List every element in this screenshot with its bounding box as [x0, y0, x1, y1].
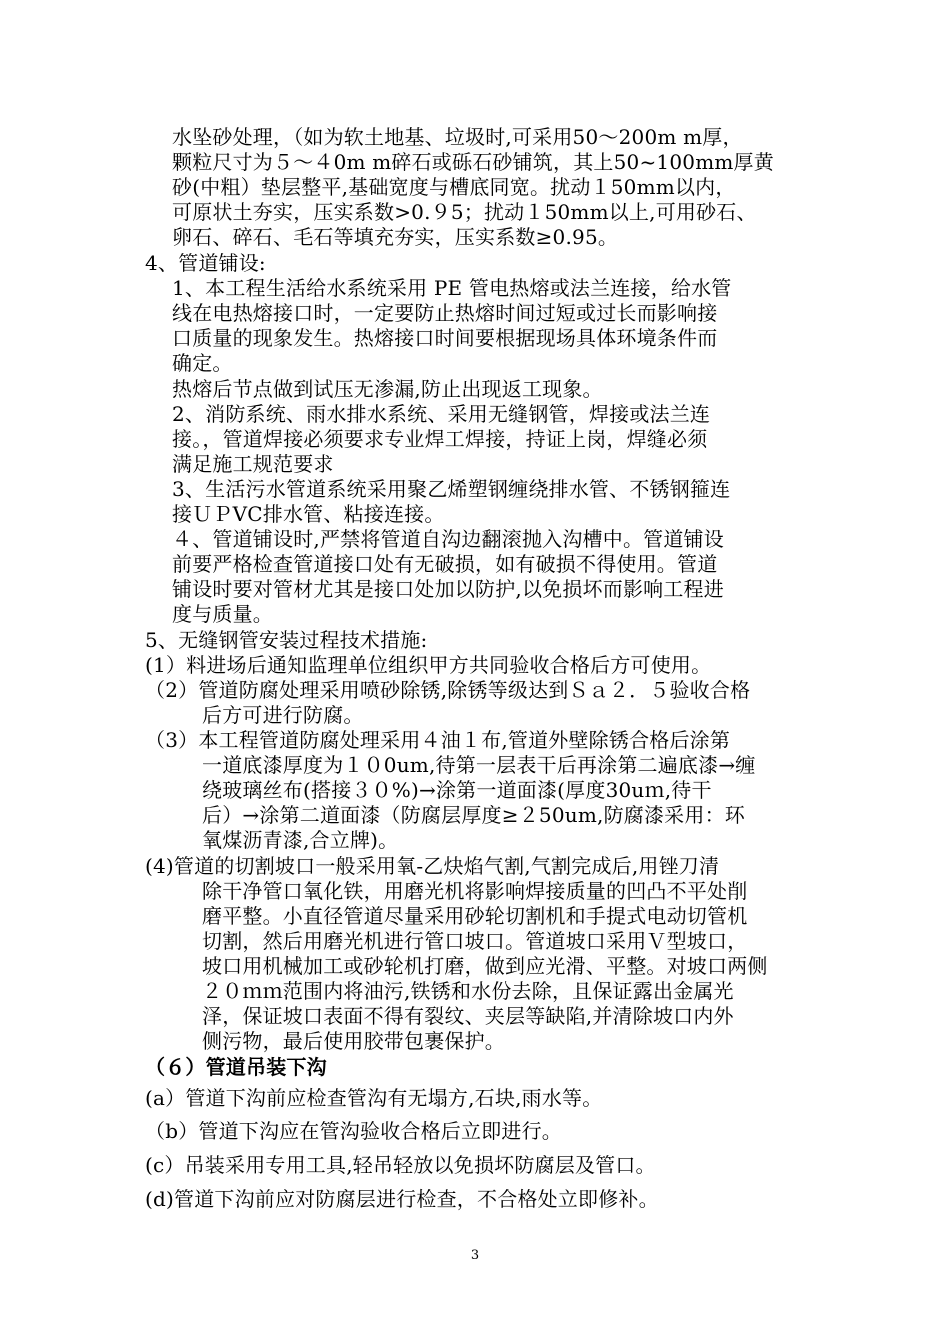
- text-line: 线在电热熔接口时，一定要防止热熔时间过短或过长而影响接: [172, 301, 718, 325]
- text-line: 坡口用机械加工或砂轮机打磨，做到应光滑、平整。对坡口两侧: [202, 954, 768, 978]
- text-line: 砂(中粗）垫层整平,基础宽度与槽底同宽。扰动１50mm以内，: [172, 175, 736, 199]
- text-line: (c）吊装采用专用工具,轻吊轻放以免损坏防腐层及管口。: [145, 1153, 656, 1177]
- text-line: ４、管道铺设时,严禁将管道自沟边翻滚抛入沟槽中。管道铺设: [172, 527, 724, 551]
- text-line: 侧污物，最后使用胶带包裹保护。: [202, 1029, 505, 1053]
- text-line: 铺设时要对管材尤其是接口处加以防护,以免损坏而影响工程进: [172, 577, 724, 601]
- text-line: 颗粒尺寸为５～４0m m碎石或砾石砂铺筑，其上50~100mm厚黄: [172, 150, 774, 174]
- text-line: 绕玻璃丝布(搭接３０%)→涂第一道面漆(厚度30uｍ,待干: [202, 778, 712, 802]
- text-line: 卵石、碎石、毛石等填充夯实，压实系数≥0.95。: [172, 225, 619, 249]
- text-line: ２０ｍｍ范围内将油污,铁锈和水份去除，且保证露出金属光: [202, 979, 734, 1003]
- text-line: (4)管道的切割坡口一般采用氧-乙炔焰气割,气割完成后,用锉刀清: [145, 854, 720, 878]
- text-line: 后）→涂第二道面漆（防腐层厚度≥２50um,防腐漆采用：环: [202, 803, 745, 827]
- text-line: 热熔后节点做到试压无渗漏,防止出现返工现象。: [172, 377, 603, 401]
- text-line: 接。，管道焊接必须要求专业焊工焊接，持证上岗，焊缝必须: [172, 427, 708, 451]
- text-line: （3）本工程管道防腐处理采用４油１布,管道外壁除锈合格后涂第: [145, 728, 731, 752]
- page-number: 3: [470, 1248, 480, 1263]
- section-heading: 4、管道铺设:: [145, 251, 266, 275]
- text-line: 3、生活污水管道系统采用聚乙烯塑钢缠绕排水管、不锈钢箍连: [172, 477, 731, 501]
- text-line: 1、本工程生活给水系统采用 PE 管电热熔或法兰连接，给水管: [172, 276, 732, 300]
- text-line: 2、消防系统、雨水排水系统、采用无缝钢管，焊接或法兰连: [172, 402, 711, 426]
- text-line: 确定。: [172, 351, 233, 375]
- subsection-heading: （６）管道吊装下沟: [145, 1055, 327, 1079]
- text-line: (1）料进场后通知监理单位组织甲方共同验收合格后方可使用。: [145, 653, 712, 677]
- text-line: 一道底漆厚度为１０0um,待第一层表干后再涂第二遍底漆→缠: [202, 753, 756, 777]
- text-line: 水坠砂处理，（如为软土地基、垃圾时,可采用50～200m m厚，: [172, 125, 743, 149]
- text-line: 满足施工规范要求: [172, 452, 334, 476]
- section-heading: 5、无缝钢管安装过程技术措施:: [145, 628, 428, 652]
- text-line: 除干净管口氧化铁，用磨光机将影响焊接质量的凹凸不平处削: [202, 879, 748, 903]
- text-line: 磨平整。小直径管道尽量采用砂轮切割机和手提式电动切管机: [202, 904, 748, 928]
- text-line: 可原状土夯实，压实系数>0.９5；扰动１50mm以上,可用砂石、: [172, 200, 757, 224]
- text-line: 泽，保证坡口表面不得有裂纹、夹层等缺陷,并清除坡口内外: [202, 1004, 734, 1028]
- text-line: （2）管道防腐处理采用喷砂除锈,除锈等级达到Ｓａ２．５验收合格: [145, 678, 751, 702]
- text-line: （b）管道下沟应在管沟验收合格后立即进行。: [145, 1119, 563, 1143]
- text-line: 度与质量。: [172, 602, 273, 626]
- text-line: 接ＵＰVC排水管、粘接连接。: [172, 502, 445, 526]
- text-line: 口质量的现象发生。热熔接口时间要根据现场具体环境条件而: [172, 326, 718, 350]
- text-line: 后方可进行防腐。: [202, 703, 364, 727]
- text-line: 切割，然后用磨光机进行管口坡口。管道坡口采用Ｖ型坡口，: [202, 929, 748, 953]
- text-line: 氧煤沥青漆,合立牌)。: [202, 828, 399, 852]
- text-line: (d)管道下沟前应对防腐层进行检查，不合格处立即修补。: [145, 1187, 659, 1211]
- text-line: 前要严格检查管道接口处有无破损，如有破损不得使用。管道: [172, 552, 718, 576]
- text-line: (a）管道下沟前应检查管沟有无塌方,石块,雨水等。: [145, 1086, 603, 1110]
